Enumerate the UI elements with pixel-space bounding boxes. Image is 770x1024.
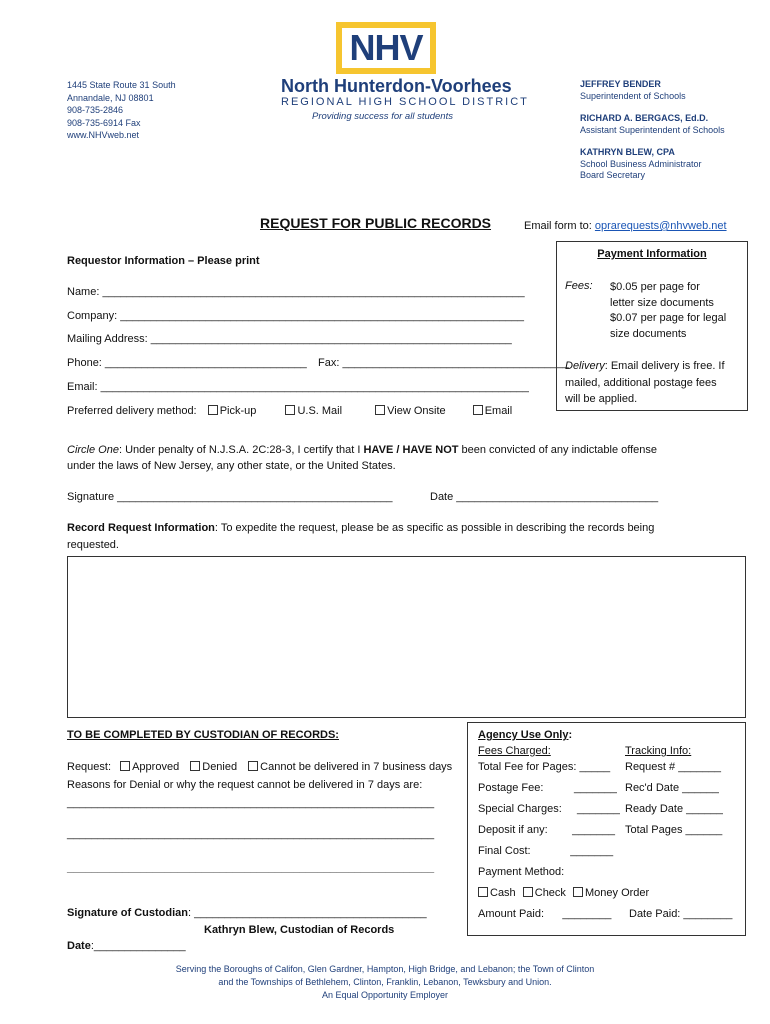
fee-line: letter size documents xyxy=(610,296,714,309)
delivery-note-label: Delivery xyxy=(565,360,605,372)
district-sub: REGIONAL HIGH SCHOOL DISTRICT xyxy=(281,96,529,108)
request-approved[interactable] xyxy=(120,761,179,773)
fees-details xyxy=(610,280,726,342)
have-have-not-choice[interactable]: HAVE / HAVE NOT xyxy=(363,444,459,456)
checkbox-icon[interactable] xyxy=(120,761,130,771)
option-label: Pick-up xyxy=(219,405,257,417)
checkbox-icon[interactable] xyxy=(375,405,385,415)
option-label: Cannot be delivered in 7 business days xyxy=(260,761,453,773)
custodian-date-label: Date xyxy=(67,940,91,952)
custodian-date-field[interactable]: :_______________ xyxy=(90,940,186,952)
certify-text: been convicted of any indictable offense xyxy=(458,444,658,456)
requestor-heading: Requestor Information – Please print xyxy=(67,255,260,267)
email-link[interactable]: oprarequests@nhvweb.net xyxy=(594,220,727,232)
custodian-heading: TO BE COMPLETED BY CUSTODIAN OF RECORDS: xyxy=(67,729,339,741)
staff-title: School Business Administrator xyxy=(580,158,702,169)
delivery-line: : Email delivery is free. If xyxy=(604,360,725,372)
phone-field[interactable]: Phone: _________________________________ xyxy=(67,357,307,369)
footer-line: Serving the Boroughs of Califon, Glen Gardner, Hampton, High Bridge, and Lebanon; the Town of Clinton xyxy=(175,964,595,974)
delivery-note xyxy=(565,358,725,408)
delivery-option-email[interactable] xyxy=(473,405,513,417)
checkbox-icon[interactable] xyxy=(473,405,483,415)
checkbox-icon[interactable] xyxy=(208,405,218,415)
date-paid-field[interactable]: Date Paid: ________ xyxy=(629,908,733,920)
checkbox-icon[interactable] xyxy=(248,761,258,771)
amount-paid-field[interactable]: Amount Paid: ________ xyxy=(478,908,612,920)
payment-info-box xyxy=(556,241,748,411)
payment-cash[interactable] xyxy=(478,887,516,899)
delivery-option-onsite[interactable] xyxy=(375,405,446,417)
option-label: Email xyxy=(484,405,513,417)
request-denied[interactable] xyxy=(190,761,237,773)
agency-use-box xyxy=(467,722,746,936)
staff-title: Superintendent of Schools xyxy=(580,90,686,101)
fee-line: size documents xyxy=(610,327,687,340)
checkbox-icon[interactable] xyxy=(285,405,295,415)
staff-entry xyxy=(580,147,725,182)
fees-label: Fees: xyxy=(565,280,593,292)
district-address xyxy=(67,79,176,142)
email-field[interactable]: Email: ______________________________________________________________________ xyxy=(67,381,529,393)
district-tagline: Providing success for all students xyxy=(312,111,453,122)
staff-entry xyxy=(580,79,725,102)
agency-field[interactable]: Ready Date ______ xyxy=(625,803,723,815)
tracking-info-label: Tracking Info: xyxy=(625,745,692,757)
reasons-line[interactable]: ____________________________________________________________ xyxy=(67,828,435,840)
phone-line: 908-735-2846 xyxy=(67,105,124,115)
staff-list xyxy=(580,79,725,182)
district-name: North Hunterdon-Voorhees xyxy=(281,76,512,96)
request-delayed[interactable] xyxy=(248,761,452,773)
option-label: Denied xyxy=(202,761,238,773)
company-field[interactable]: Company: __________________________________________________________________ xyxy=(67,310,524,322)
final-cost-field[interactable]: Final Cost: _______ xyxy=(478,845,614,857)
request-status-row xyxy=(67,761,452,773)
reasons-line[interactable]: ____________________________________________________________ xyxy=(67,862,435,874)
checkbox-icon[interactable] xyxy=(478,887,488,897)
website-line: www.NHVweb.net xyxy=(67,130,140,140)
logo-text: NHV xyxy=(342,28,430,68)
staff-name: RICHARD A. BERGACS, Ed.D. xyxy=(580,113,709,123)
staff-name: KATHRYN BLEW, CPA xyxy=(580,147,675,157)
custodian-signature-field[interactable]: : ______________________________________ xyxy=(188,907,427,919)
staff-name: JEFFREY BENDER xyxy=(580,79,661,89)
request-label: Request: xyxy=(67,761,112,773)
name-field[interactable]: Name: _____________________________________________________________________ xyxy=(67,286,525,298)
agency-field[interactable]: Total Fee for Pages: _____ xyxy=(478,761,611,773)
delivery-line: will be applied. xyxy=(565,393,638,405)
staff-title: Assistant Superintendent of Schools xyxy=(580,124,725,135)
certify-text: : Under penalty of N.J.S.A. 2C:28-3, I certify that I xyxy=(118,444,364,456)
footer-line: and the Townships of Bethlehem, Clinton, Franklin, Lebanon, Tewksbury and Union. xyxy=(218,977,552,987)
date-field[interactable]: Date _________________________________ xyxy=(430,491,659,503)
payment-method-label: Payment Method: xyxy=(478,866,565,878)
option-label: View Onsite xyxy=(387,405,446,417)
agency-field[interactable]: Deposit if any: _______ xyxy=(478,824,615,836)
custodian-date-row xyxy=(67,940,186,952)
custodian-signature-label: Signature of Custodian xyxy=(67,907,188,919)
circle-one-label: Circle One xyxy=(67,444,119,456)
delivery-label: Preferred delivery method: xyxy=(67,405,197,417)
certification-line-1 xyxy=(67,444,657,456)
checkbox-icon[interactable] xyxy=(523,887,533,897)
agency-field[interactable]: Rec'd Date ______ xyxy=(625,782,719,794)
address-line: Annandale, NJ 08801 xyxy=(67,92,154,103)
delivery-option-pickup[interactable] xyxy=(208,405,257,417)
fee-line: $0.05 per page for xyxy=(610,281,700,293)
agency-field[interactable]: Postage Fee: _______ xyxy=(478,782,617,794)
record-request-line-1 xyxy=(67,522,654,534)
fees-charged-label: Fees Charged: xyxy=(478,745,551,757)
payment-money-order[interactable] xyxy=(573,887,649,899)
delivery-line: mailed, additional postage fees xyxy=(565,376,717,389)
delivery-option-mail[interactable] xyxy=(285,405,342,417)
record-request-line-2: requested. xyxy=(67,539,119,551)
custodian-signature-row xyxy=(67,907,427,919)
agency-field[interactable]: Request # _______ xyxy=(625,761,722,773)
record-request-textarea[interactable] xyxy=(67,556,746,718)
agency-field[interactable]: Special Charges: _______ xyxy=(478,803,620,815)
reasons-label: Reasons for Denial or why the request cannot be delivered in 7 days are: xyxy=(67,779,423,791)
option-label: Check xyxy=(534,887,566,899)
certification-line-2: under the laws of New Jersey, any other state, or the United States. xyxy=(67,460,396,472)
agency-heading: Agency Use Only xyxy=(478,729,569,741)
district-logo xyxy=(336,22,436,74)
fax-field[interactable]: Fax: _____________________________________ xyxy=(318,357,569,369)
payment-check[interactable] xyxy=(523,887,566,899)
mailing-address-field[interactable]: Mailing Address: ___________________________________________________________ xyxy=(67,333,512,345)
record-request-label: Record Request Information xyxy=(67,522,215,534)
fee-line: $0.07 per page for legal xyxy=(610,312,727,324)
agency-heading-row: Agency Use Only: xyxy=(478,729,573,741)
payment-heading: Payment Information xyxy=(597,248,707,260)
footer-eoe: An Equal Opportunity Employer xyxy=(321,990,449,1000)
staff-entry xyxy=(580,113,725,136)
custodian-name: Kathryn Blew, Custodian of Records xyxy=(204,924,395,936)
form-title: REQUEST FOR PUBLIC RECORDS xyxy=(260,215,492,231)
record-request-text: : To expedite the request, please be as specific as possible in describing the records being xyxy=(214,522,655,534)
checkbox-icon[interactable] xyxy=(190,761,200,771)
signature-field[interactable]: Signature _____________________________________________ xyxy=(67,491,393,503)
option-label: U.S. Mail xyxy=(297,405,343,417)
delivery-method-row xyxy=(67,405,512,417)
staff-title: Board Secretary xyxy=(580,170,646,180)
option-label: Approved xyxy=(132,761,180,773)
payment-method-row xyxy=(478,887,649,899)
address-line: 1445 State Route 31 South xyxy=(67,80,176,90)
reasons-line[interactable]: ____________________________________________________________ xyxy=(67,797,435,809)
option-label: Money Order xyxy=(585,887,650,899)
email-prefix: Email form to: xyxy=(524,220,595,232)
fax-line: 908-735-6914 Fax xyxy=(67,117,141,128)
option-label: Cash xyxy=(490,887,516,899)
checkbox-icon[interactable] xyxy=(573,887,583,897)
email-instruction xyxy=(524,220,727,232)
agency-field[interactable]: Total Pages ______ xyxy=(625,824,723,836)
